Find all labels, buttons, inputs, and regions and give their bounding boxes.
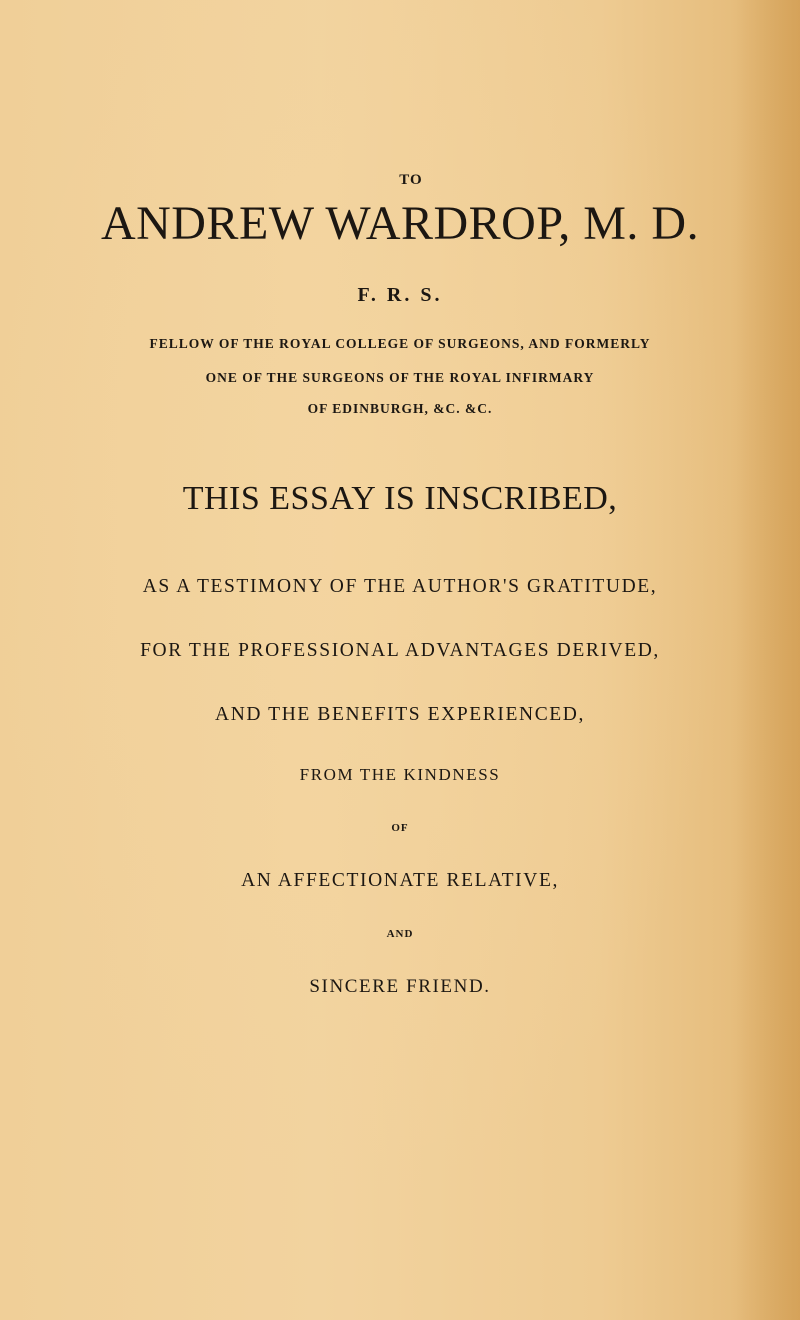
- dedicatee-name: ANDREW WARDROP, M. D.: [100, 197, 700, 250]
- dedicatee-credentials: F. R. S.: [357, 284, 443, 306]
- tribute-line-6: AN AFFECTIONATE RELATIVE,: [241, 870, 559, 891]
- tribute-line-2: FOR THE PROFESSIONAL ADVANTAGES DERIVED,: [140, 640, 660, 661]
- tribute-line-3: AND THE BENEFITS EXPERIENCED,: [215, 704, 585, 725]
- tribute-line-7: AND: [386, 928, 414, 940]
- tribute-line-8: SINCERE FRIEND.: [309, 976, 491, 997]
- dedicatee-description-line-2: ONE OF THE SURGEONS OF THE ROYAL INFIRMARY: [205, 370, 595, 385]
- tribute-line-1: AS A TESTIMONY OF THE AUTHOR'S GRATITUDE,: [142, 576, 658, 597]
- dedicatee-description-line-1: FELLOW OF THE ROYAL COLLEGE OF SURGEONS, AND FORMERLY: [149, 336, 651, 351]
- tribute-line-4: FROM THE KINDNESS: [299, 765, 501, 784]
- tribute-line-5: OF: [391, 822, 409, 834]
- dedicatee-description-line-3: OF EDINBURGH, &C. &C.: [307, 401, 493, 416]
- dedication-to: TO: [399, 172, 423, 188]
- inscription-heading: THIS ESSAY IS INSCRIBED,: [182, 480, 618, 517]
